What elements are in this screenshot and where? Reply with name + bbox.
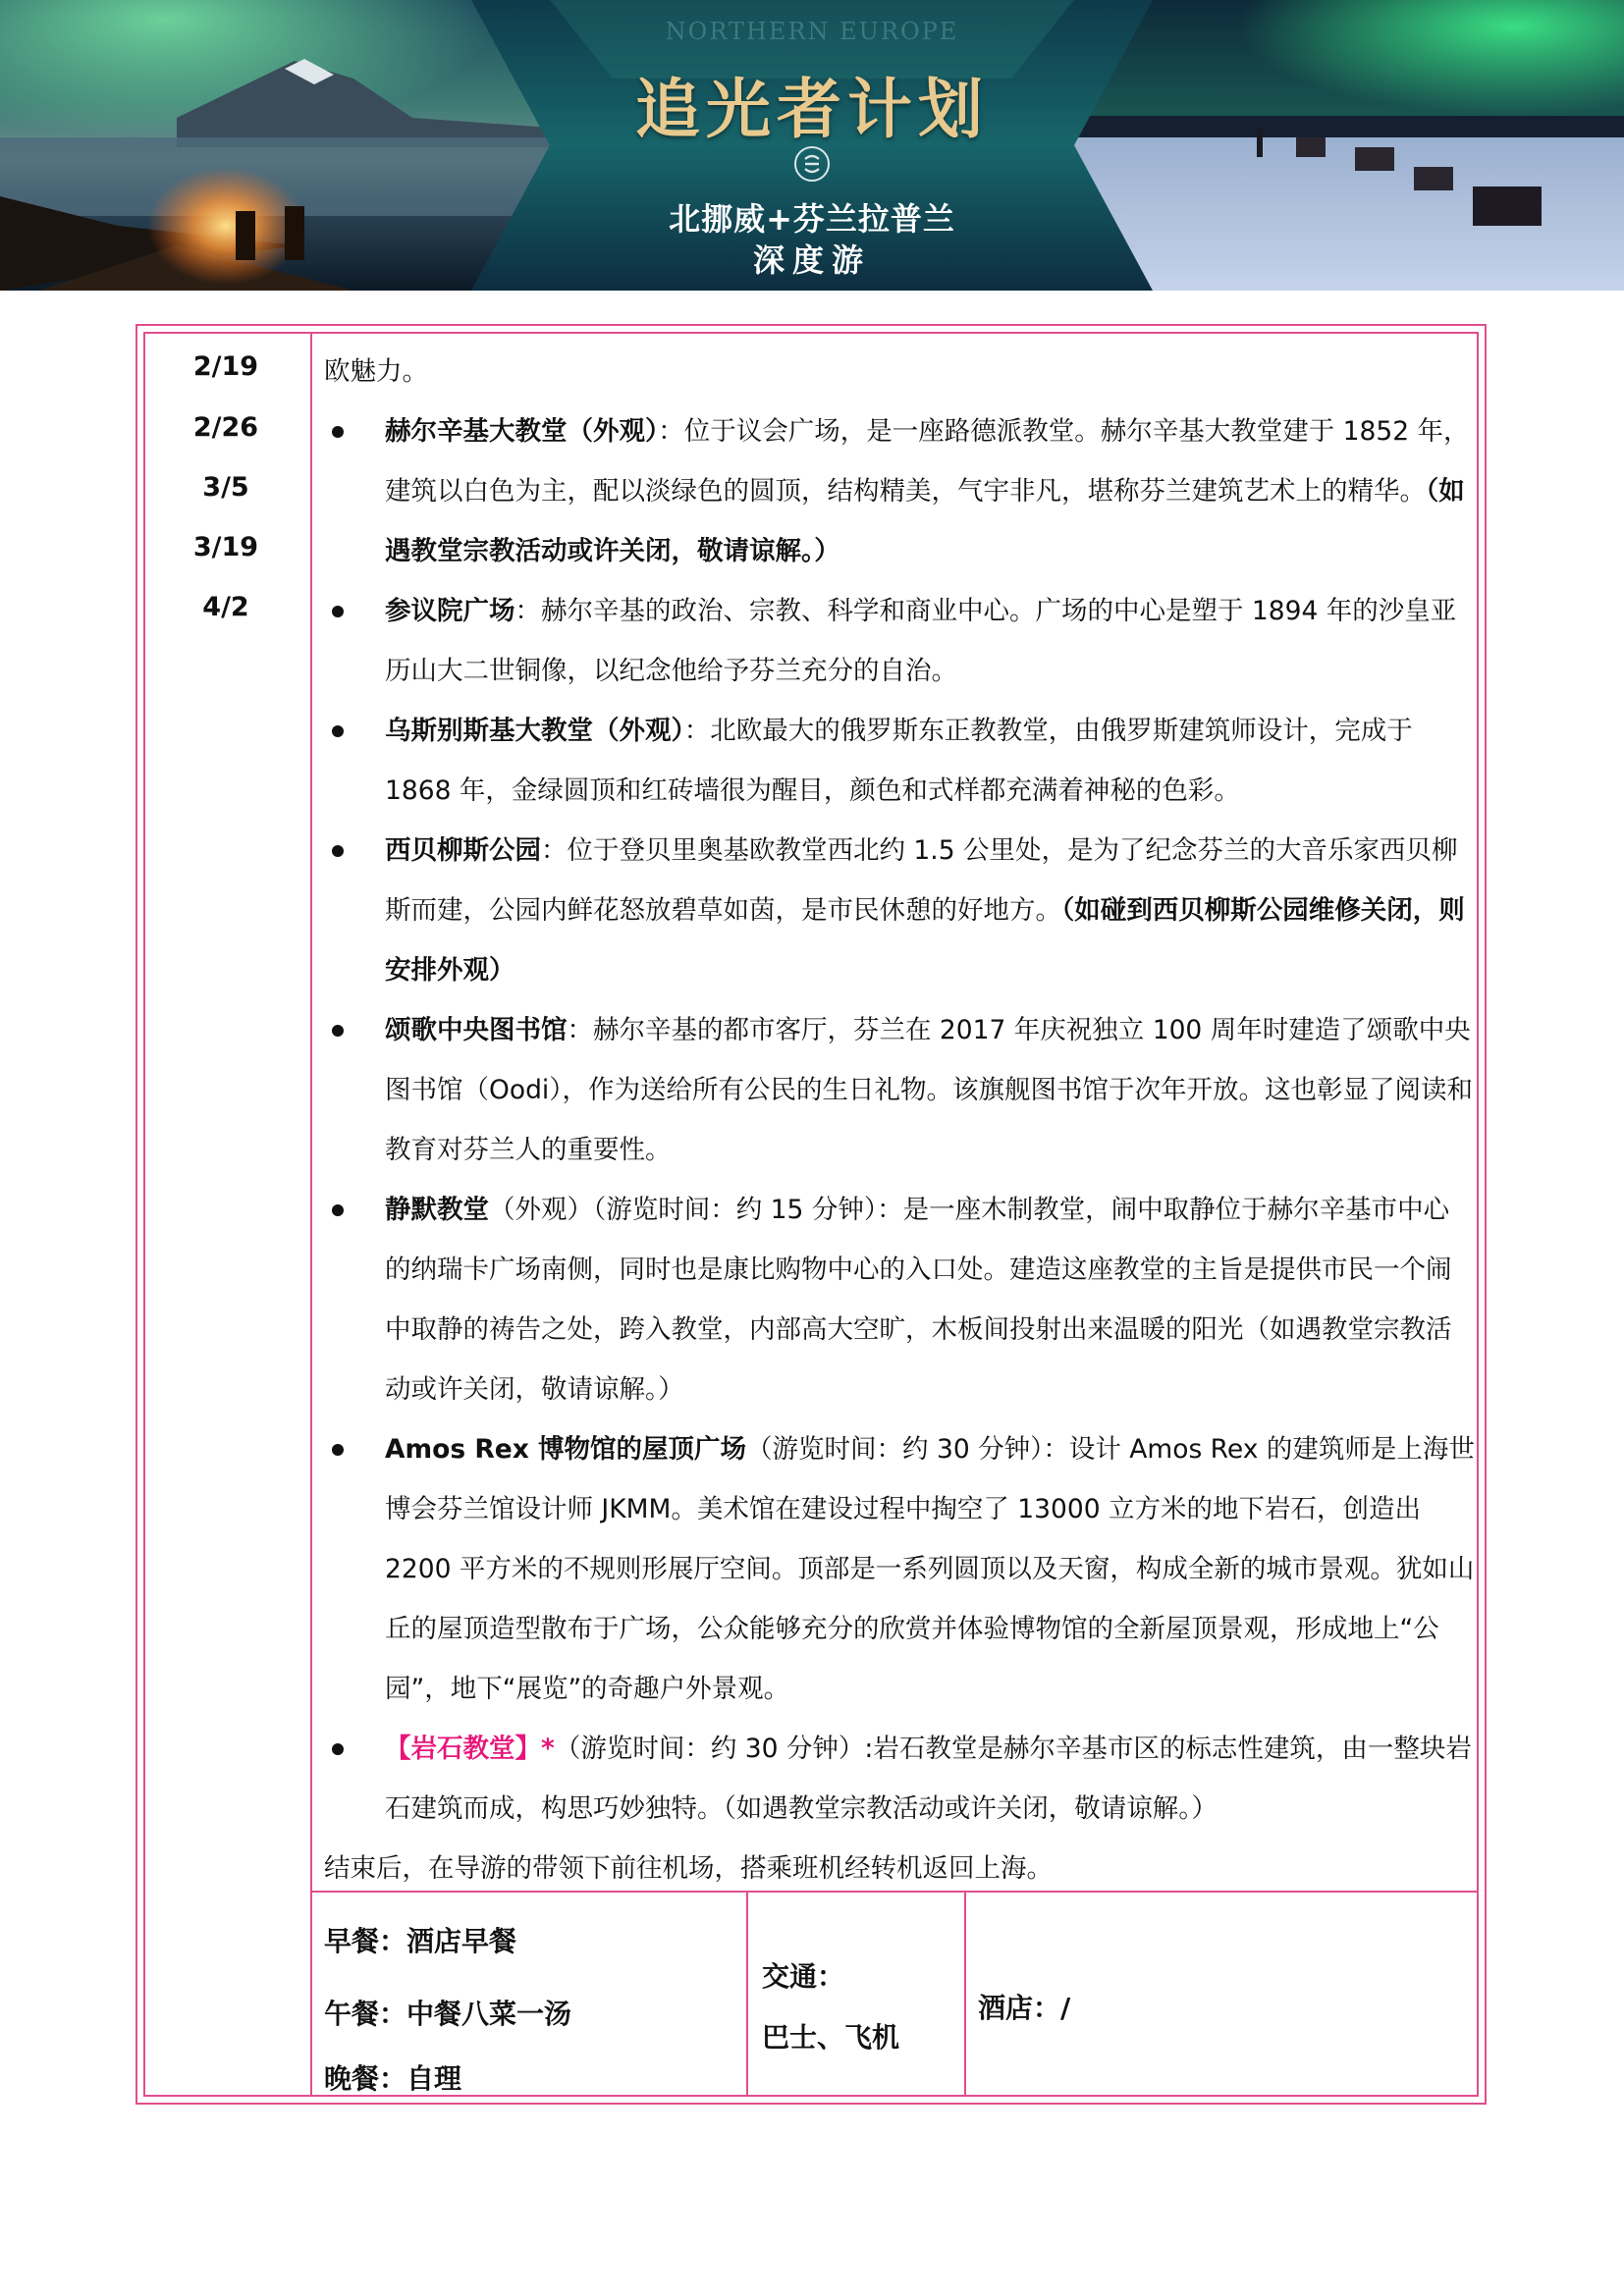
item-title: Amos Rex 博物馆的屋顶广场 (385, 1434, 747, 1465)
banner-subtitle-line1: 北挪威+芬兰拉普兰 (669, 200, 955, 238)
item-title: 颂歌中央图书馆 (385, 1015, 568, 1045)
bullet-icon (332, 426, 344, 438)
list-item (324, 1000, 1475, 1180)
bullet-icon (332, 725, 344, 737)
list-item (324, 701, 1475, 821)
header-banner (0, 0, 1624, 291)
item-text: （外观）（游览时间：约 15 分钟） (489, 1195, 878, 1225)
lunch-text: 午餐：中餐八菜一汤 (324, 1998, 572, 2030)
dinner-text: 晚餐：自理 (324, 2062, 462, 2095)
date-item: 3/5 (202, 472, 249, 503)
date-item: 4/2 (202, 592, 249, 622)
item-title: 赫尔辛基大教堂（外观） (385, 416, 659, 447)
list-item (324, 1419, 1475, 1719)
bullet-icon (332, 1444, 344, 1456)
transport-value: 巴士、飞机 (762, 2021, 900, 2054)
bullet-icon (332, 606, 344, 617)
item-text: （游览时间：约 30 分钟） (746, 1434, 1044, 1465)
meals-transport-divider (746, 1891, 748, 2097)
bullet-icon (332, 1025, 344, 1037)
item-text: ：北欧最大的俄罗斯东正教教堂，由俄罗斯建筑师设计，完成于 1868 年，金绿圆顶和红砖墙很为醒目，颜色和式样都充满着神秘的色彩。 (385, 716, 1413, 806)
outro-text: 结束后，在导游的带领下前往机场，搭乘班机经转机返回上海。 (324, 1853, 1053, 1884)
item-title: 西贝柳斯公园 (385, 835, 541, 866)
bullet-icon (332, 1743, 344, 1755)
item-text: ：位于登贝里奥基欧教堂西北约 1.5 公里处，是为了纪念芬兰的大音乐家西贝柳斯而建，公园内鲜花怒放碧草如茵，是市民休憩的好地方。 (385, 835, 1458, 926)
item-text: ：设计 Amos Rex 的建筑师是上海世博会芬兰馆设计师 JKMM。美术馆在建设过程中掏空了 13000 立方米的地下岩石，创造出 2200 平方米的不规则形展厅空间。顶部是一系列圆顶以及天窗，构成全新的城市景观。犹如山丘的屋顶造型散布于广场，公众能够充分的欣赏并体验博物馆的全新屋顶景观，形成地上“公园”，地下“展览”的奇趣户外景观。 (385, 1434, 1475, 1704)
banner-subtitle-line2: 深度游 (752, 241, 871, 279)
brand-title: 追光者计划 (635, 71, 989, 147)
list-item (324, 821, 1475, 1000)
list-item (324, 581, 1475, 701)
item-note: （如碰到西贝柳斯公园维修关闭，则安排外观） (385, 895, 1465, 986)
item-note: （如遇教堂宗教活动或许关闭，敬请谅解。） (385, 476, 1465, 566)
date-column-divider (310, 332, 312, 2097)
item-text: ：位于议会广场，是一座路德派教堂。赫尔辛基大教堂建于 1852 年，建筑以白色为主，配以淡绿色的圆顶，结构精美，气宇非凡，堪称芬兰建筑艺术上的精华。 (385, 416, 1470, 507)
brand-logo-icon (793, 145, 831, 183)
item-title-highlight: 【岩石教堂】* (385, 1734, 555, 1764)
item-text: （游览时间：约 30 分钟）:岩石教堂是赫尔辛基市区的标志性建筑，由一整块岩石建筑而成，构思巧妙独特。（如遇教堂宗教活动或许关闭，敬请谅解。） (385, 1734, 1472, 1824)
itinerary-content (324, 342, 1475, 1898)
intro-text: 欧魅力。 (324, 356, 428, 387)
date-item: 2/19 (192, 351, 259, 382)
item-title: 乌斯别斯基大教堂（外观） (385, 716, 684, 746)
item-text-bold: ：是一座木制教堂，闹中取静位于赫尔辛基市中心的纳瑞卡广场南侧，同时也是康比购物中心的入口处。建造这座教堂的主旨是提供市民一个闹中取静的祷告之处，跨入教堂，内部高大空旷，木板间投射出来温暖的阳光（如遇教堂宗教活动或许关闭，敬请谅解。） (385, 1195, 1452, 1405)
list-item (324, 1180, 1475, 1419)
brand-subtitle: NORTHERN EUROPE (665, 18, 959, 45)
item-title: 静默教堂 (385, 1195, 489, 1225)
list-item (324, 1719, 1475, 1839)
item-text: ：赫尔辛基的政治、宗教、科学和商业中心。广场的中心是塑于 1894 年的沙皇亚历山大二世铜像，以纪念他给予芬兰充分的自治。 (385, 596, 1457, 686)
breakfast-text: 早餐：酒店早餐 (324, 1925, 517, 1957)
date-item: 2/26 (192, 412, 259, 443)
date-item: 3/19 (192, 532, 259, 562)
list-item (324, 401, 1475, 581)
transport-hotel-divider (964, 1891, 966, 2097)
transport-label: 交通： (762, 1960, 845, 1993)
bullet-icon (332, 845, 344, 857)
hotel-text: 酒店：/ (978, 1992, 1071, 2024)
bullet-icon (332, 1204, 344, 1216)
item-title: 参议院广场 (385, 596, 515, 626)
item-text: ：赫尔辛基的都市客厅，芬兰在 2017 年庆祝独立 100 周年时建造了颂歌中央图书馆（Oodi），作为送给所有公民的生日礼物。该旗舰图书馆于次年开放。这也彰显了阅读和教育对芬兰人的重要性。 (385, 1015, 1474, 1165)
